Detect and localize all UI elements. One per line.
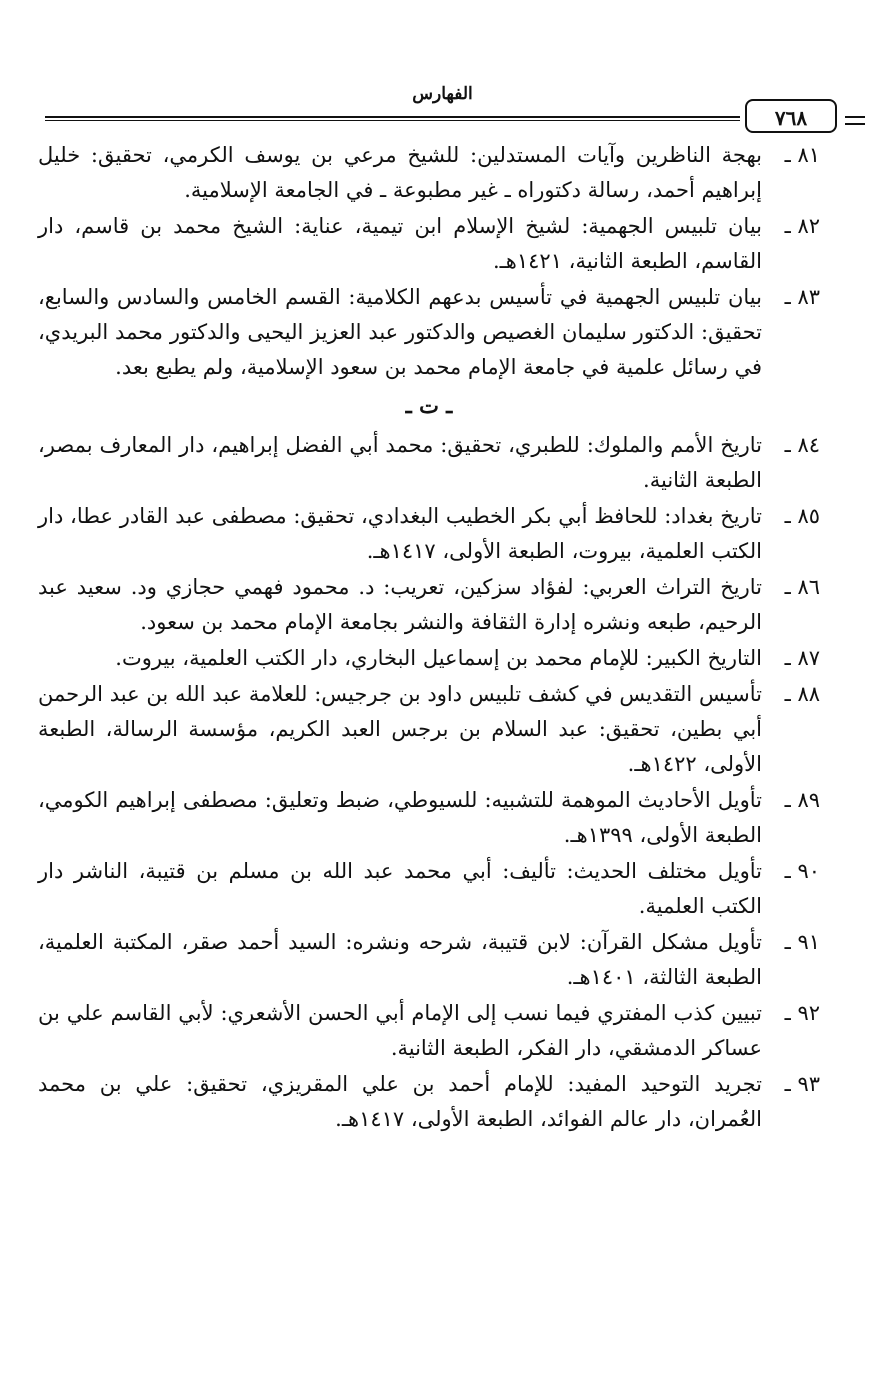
entry-text: تبيين كذب المفتري فيما نسب إلى الإمام أبي الحسن الأشعري: لأبي القاسم علي بن عساكر الدمشقي، دار الفكر، الطبعة الثانية. bbox=[38, 1001, 762, 1060]
bibliography-entry bbox=[38, 499, 820, 569]
bibliography-entry bbox=[38, 996, 820, 1066]
bibliography-entry bbox=[38, 280, 820, 385]
entry-text: تأويل مشكل القرآن: لابن قتيبة، شرحه ونشره: السيد أحمد صقر، المكتبة العلمية، الطبعة الثالثة، ١٤٠١هـ. bbox=[38, 930, 762, 989]
entry-number: ٩١ ـ bbox=[784, 930, 820, 954]
bibliography-entry bbox=[38, 209, 820, 279]
bibliography-entry bbox=[38, 783, 820, 853]
bibliography-entry bbox=[38, 677, 820, 782]
section-heading: ـ ت ـ bbox=[405, 393, 453, 418]
running-title: الفهارس bbox=[412, 84, 473, 104]
header-ornament-rule bbox=[845, 116, 865, 125]
entry-text: بيان تلبيس الجهمية في تأسيس بدعهم الكلامية: القسم الخامس والسادس والسابع، تحقيق: الدكتور سليمان الغصيص والدكتور عبد العزيز اليحيى والدكتور محمد البريدي، في رسائل علمية في جامعة الإمام محمد بن سعود الإسلامية، ولم يطبع بعد. bbox=[38, 285, 762, 379]
entry-text: تأسيس التقديس في كشف تلبيس داود بن جرجيس: للعلامة عبد الله بن عبد الرحمن أبي بطين، تحقيق: عبد السلام بن برجس العبد الكريم، مؤسسة الرسالة، الطبعة الأولى، ١٤٢٢هـ. bbox=[38, 682, 762, 776]
entry-number: ٨٢ ـ bbox=[784, 214, 820, 238]
entry-text: التاريخ الكبير: للإمام محمد بن إسماعيل البخاري، دار الكتب العلمية، بيروت. bbox=[115, 646, 762, 670]
entry-text: بهجة الناظرين وآيات المستدلين: للشيخ مرعي بن يوسف الكرمي، تحقيق: خليل إبراهيم أحمد، رسالة دكتوراه ـ غير مطبوعة ـ في الجامعة الإسلامية. bbox=[38, 143, 762, 202]
entry-number: ٨٩ ـ bbox=[784, 788, 820, 812]
entry-number: ٨٦ ـ bbox=[784, 575, 820, 599]
bibliography-entry bbox=[38, 1067, 820, 1137]
bibliography-entry bbox=[38, 641, 820, 676]
entry-text: تأويل مختلف الحديث: تأليف: أبي محمد عبد الله بن مسلم بن قتيبة، الناشر دار الكتب العلمية. bbox=[38, 859, 762, 918]
entry-text: تاريخ الأمم والملوك: للطبري، تحقيق: محمد أبي الفضل إبراهيم، دار المعارف بمصر، الطبعة الثانية. bbox=[38, 433, 762, 492]
entry-number: ٨٧ ـ bbox=[784, 646, 820, 670]
page-number: ٧٦٨ bbox=[745, 99, 837, 133]
entry-number: ٨٥ ـ bbox=[784, 504, 820, 528]
entry-number: ٩٢ ـ bbox=[784, 1001, 820, 1025]
bibliography-entry bbox=[38, 138, 820, 208]
bibliography-list bbox=[38, 138, 820, 1138]
entry-text: تجريد التوحيد المفيد: للإمام أحمد بن علي المقريزي، تحقيق: علي بن محمد العُمران، دار عالم الفوائد، الطبعة الأولى، ١٤١٧هـ. bbox=[38, 1072, 762, 1131]
bibliography-entry bbox=[38, 570, 820, 640]
entry-number: ٩٣ ـ bbox=[784, 1072, 820, 1096]
entry-number: ٨٤ ـ bbox=[784, 433, 820, 457]
bibliography-entry bbox=[38, 854, 820, 924]
entry-number: ٩٠ ـ bbox=[784, 859, 820, 883]
entry-number: ٨٣ ـ bbox=[784, 285, 820, 309]
bibliography-entry bbox=[38, 428, 820, 498]
entry-number: ٨٨ ـ bbox=[784, 682, 820, 706]
bibliography-entry bbox=[38, 925, 820, 995]
header-rule bbox=[45, 116, 740, 121]
entry-text: تاريخ التراث العربي: لفؤاد سزكين، تعريب: د. محمود فهمي حجازي ود. سعيد عبد الرحيم، طبعه ونشره إدارة الثقافة والنشر بجامعة الإمام محمد بن سعود. bbox=[38, 575, 762, 634]
entry-text: تأويل الأحاديث الموهمة للتشبيه: للسيوطي، ضبط وتعليق: مصطفى إبراهيم الكومي، الطبعة الأولى، ١٣٩٩هـ. bbox=[38, 788, 762, 847]
entry-number: ٨١ ـ bbox=[784, 143, 820, 167]
entry-text: بيان تلبيس الجهمية: لشيخ الإسلام ابن تيمية، عناية: الشيخ محمد بن قاسم، دار القاسم، الطبعة الثانية، ١٤٢١هـ. bbox=[38, 214, 762, 273]
entry-text: تاريخ بغداد: للحافظ أبي بكر الخطيب البغدادي، تحقيق: مصطفى عبد القادر عطا، دار الكتب العلمية، بيروت، الطبعة الأولى، ١٤١٧هـ. bbox=[38, 504, 762, 563]
